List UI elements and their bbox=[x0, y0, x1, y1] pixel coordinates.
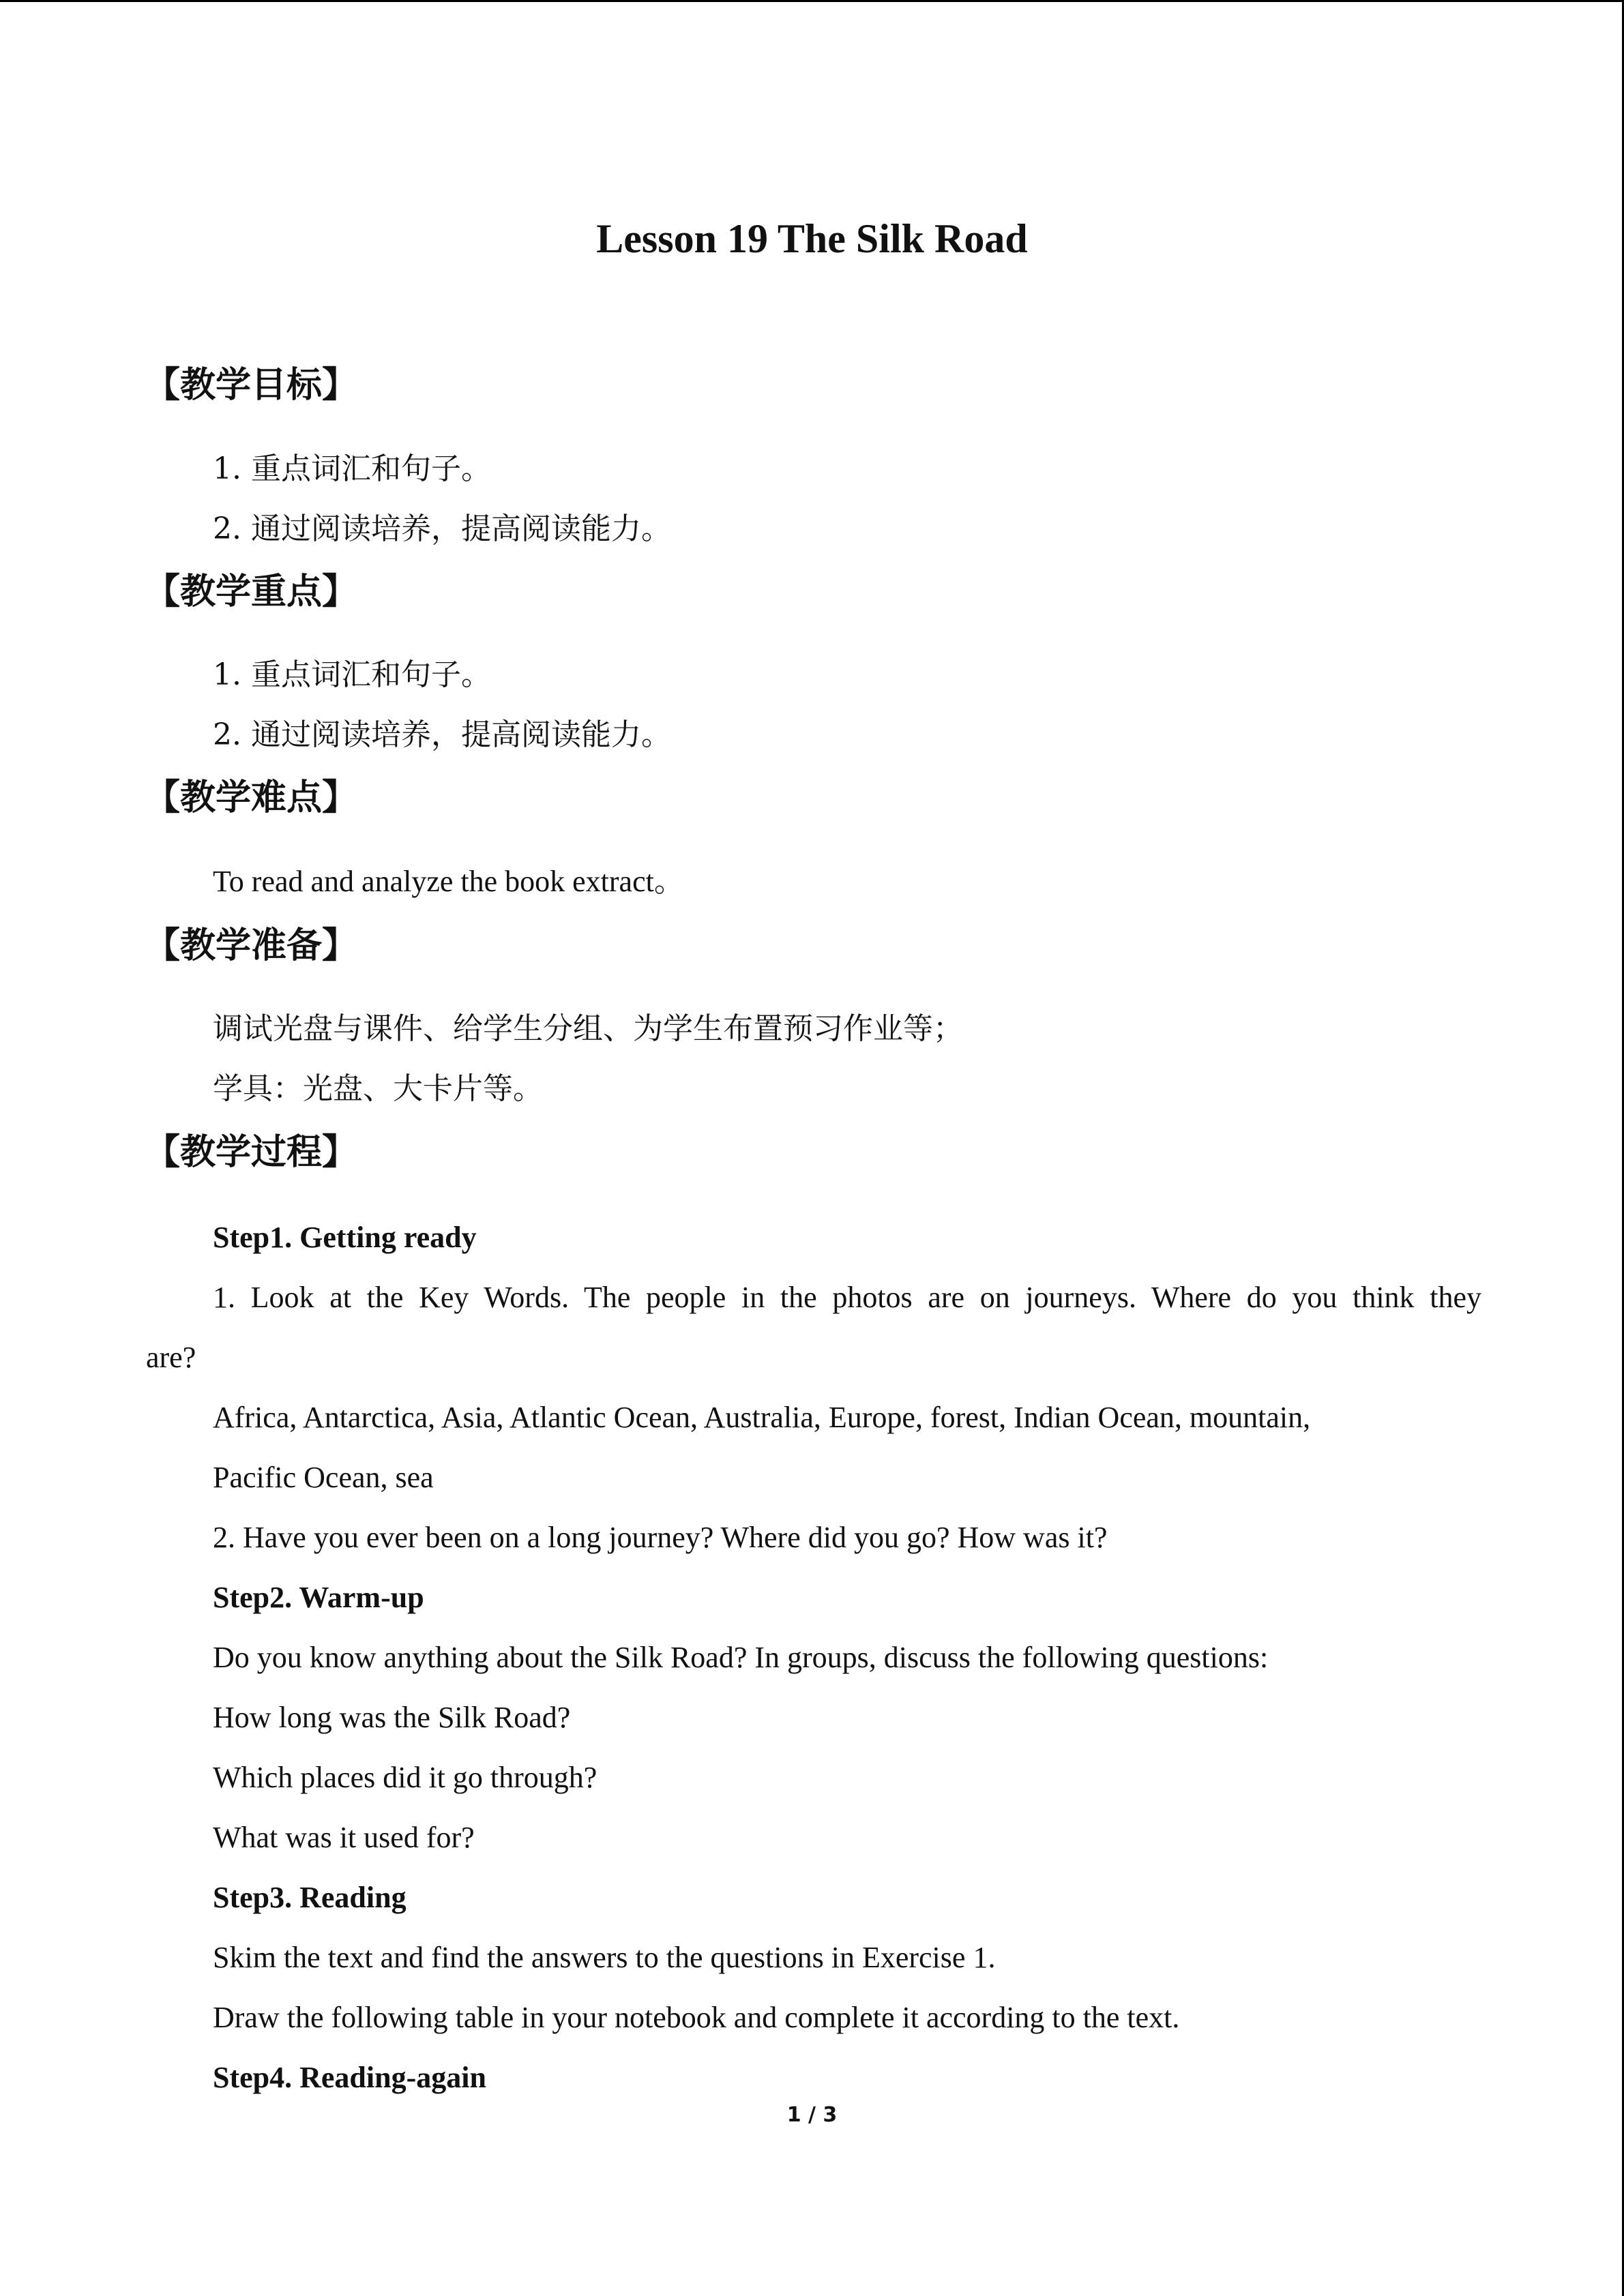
section-heading-key-points: 【教学重点】 bbox=[145, 571, 358, 612]
document-title: Lesson 19 The Silk Road bbox=[596, 216, 1028, 261]
page-number: 1 / 3 bbox=[786, 2103, 838, 2127]
section-heading-process: 【教学过程】 bbox=[145, 1132, 358, 1173]
objective-item-2: 2. 通过阅读培养，提高阅读能力。 bbox=[213, 511, 671, 546]
objective-item-1: 1. 重点词汇和句子。 bbox=[213, 451, 491, 486]
step3-line-2: Draw the following table in your notebook and complete it according to the text. bbox=[213, 2001, 1180, 2034]
step1-title: Step1. Getting ready bbox=[213, 1221, 477, 1254]
section-heading-objectives: 【教学目标】 bbox=[145, 365, 358, 406]
step1-question-2: 2. Have you ever been on a long journey? Where did you go? How was it? bbox=[213, 1521, 1108, 1554]
step1-question-1-line-1: 1. Look at the Key Words. The people in the photos are on journeys. Where do you think they bbox=[213, 1281, 1481, 1314]
step2-line-3: Which places did it go through? bbox=[213, 1761, 597, 1794]
preparation-item-2: 学具：光盘、大卡片等。 bbox=[213, 1071, 543, 1106]
key-point-item-1: 1. 重点词汇和句子。 bbox=[213, 657, 491, 692]
step2-line-2: How long was the Silk Road? bbox=[213, 1701, 571, 1734]
step3-line-1: Skim the text and find the answers to the questions in Exercise 1. bbox=[213, 1941, 996, 1974]
step2-title: Step2. Warm-up bbox=[213, 1581, 424, 1614]
step1-question-1-line-2: are? bbox=[146, 1341, 196, 1374]
section-heading-preparation: 【教学准备】 bbox=[145, 925, 358, 966]
step2-line-4: What was it used for? bbox=[213, 1821, 475, 1854]
preparation-item-1: 调试光盘与课件、给学生分组、为学生布置预习作业等； bbox=[213, 1011, 963, 1046]
page-border-top bbox=[0, 0, 1624, 2]
difficulty-item-1: To read and analyze the book extract。 bbox=[213, 865, 684, 898]
step3-title: Step3. Reading bbox=[213, 1881, 407, 1914]
step1-key-words-line-1: Africa, Antarctica, Asia, Atlantic Ocean, Australia, Europe, forest, Indian Ocean, mountain, bbox=[213, 1401, 1311, 1434]
step4-title: Step4. Reading-again bbox=[213, 2061, 486, 2094]
step2-line-1: Do you know anything about the Silk Road? In groups, discuss the following questions: bbox=[213, 1641, 1269, 1674]
key-point-item-2: 2. 通过阅读培养，提高阅读能力。 bbox=[213, 717, 671, 752]
section-heading-difficulties: 【教学难点】 bbox=[145, 777, 358, 818]
step1-key-words-line-2: Pacific Ocean, sea bbox=[213, 1461, 434, 1494]
